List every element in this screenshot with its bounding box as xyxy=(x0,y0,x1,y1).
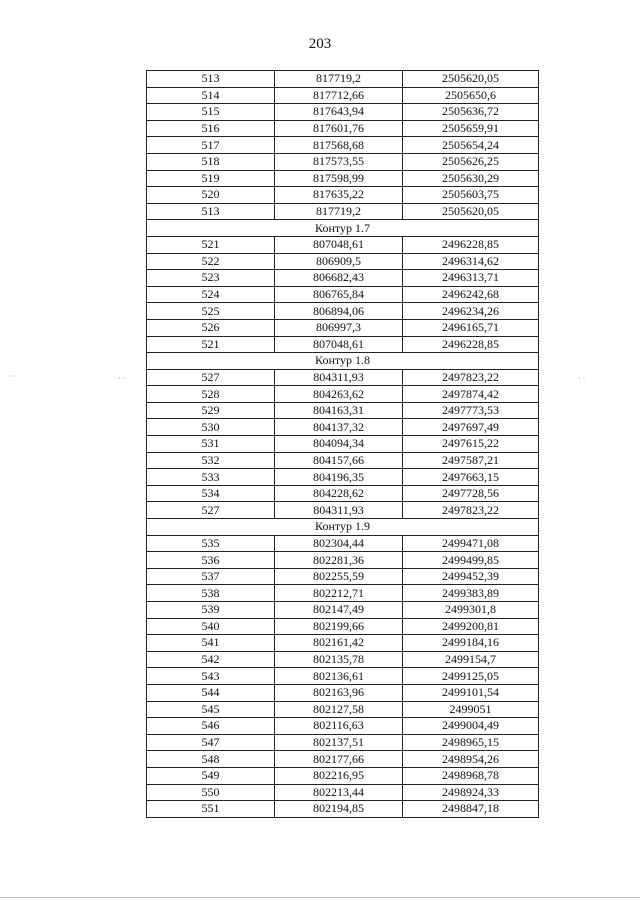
x-coordinate-cell: 802194,85 xyxy=(275,801,403,818)
y-coordinate-cell: 2499154,7 xyxy=(403,651,539,668)
table-row xyxy=(147,801,539,818)
table-row xyxy=(147,436,539,453)
x-coordinate-cell: 802281,36 xyxy=(275,552,403,569)
x-coordinate-cell: 817601,76 xyxy=(275,120,403,137)
section-title: Контур 1.7 xyxy=(147,220,539,237)
x-coordinate-cell: 817598,99 xyxy=(275,170,403,187)
y-coordinate-cell: 2496242,68 xyxy=(403,286,539,303)
page-number: 203 xyxy=(308,36,332,52)
point-number-cell: 520 xyxy=(147,187,275,204)
scan-artifact-left-inner: · · xyxy=(118,374,126,383)
x-coordinate-cell: 817573,55 xyxy=(275,153,403,170)
point-number-cell: 531 xyxy=(147,436,275,453)
y-coordinate-cell: 2499383,89 xyxy=(403,585,539,602)
point-number-cell: 529 xyxy=(147,402,275,419)
x-coordinate-cell: 806682,43 xyxy=(275,270,403,287)
point-number-cell: 533 xyxy=(147,469,275,486)
x-coordinate-cell: 817719,2 xyxy=(275,71,403,88)
y-coordinate-cell: 2505650,6 xyxy=(403,87,539,104)
table-row xyxy=(147,684,539,701)
table-row xyxy=(147,701,539,718)
table-row xyxy=(147,485,539,502)
point-number-cell: 544 xyxy=(147,684,275,701)
x-coordinate-cell: 802135,78 xyxy=(275,651,403,668)
x-coordinate-cell: 806894,06 xyxy=(275,303,403,320)
table-row xyxy=(147,618,539,635)
table-row xyxy=(147,120,539,137)
table-row xyxy=(147,568,539,585)
point-number-cell: 528 xyxy=(147,386,275,403)
table-row xyxy=(147,668,539,685)
table-row xyxy=(147,71,539,88)
y-coordinate-cell: 2499125,05 xyxy=(403,668,539,685)
point-number-cell: 540 xyxy=(147,618,275,635)
table-row xyxy=(147,751,539,768)
y-coordinate-cell: 2497874,42 xyxy=(403,386,539,403)
x-coordinate-cell: 802116,63 xyxy=(275,718,403,735)
point-number-cell: 513 xyxy=(147,203,275,220)
table-row xyxy=(147,651,539,668)
y-coordinate-cell: 2497697,49 xyxy=(403,419,539,436)
point-number-cell: 545 xyxy=(147,701,275,718)
x-coordinate-cell: 802127,58 xyxy=(275,701,403,718)
x-coordinate-cell: 802177,66 xyxy=(275,751,403,768)
x-coordinate-cell: 804137,32 xyxy=(275,419,403,436)
point-number-cell: 521 xyxy=(147,236,275,253)
table-row xyxy=(147,419,539,436)
y-coordinate-cell: 2498968,78 xyxy=(403,767,539,784)
point-number-cell: 535 xyxy=(147,535,275,552)
scan-artifact-right: · · xyxy=(578,374,586,383)
table-row xyxy=(147,153,539,170)
y-coordinate-cell: 2499452,39 xyxy=(403,568,539,585)
point-number-cell: 538 xyxy=(147,585,275,602)
y-coordinate-cell: 2499004,49 xyxy=(403,718,539,735)
scan-artifact-left: · · xyxy=(8,372,16,381)
table-row xyxy=(147,535,539,552)
table-row xyxy=(147,635,539,652)
y-coordinate-cell: 2505630,29 xyxy=(403,170,539,187)
y-coordinate-cell: 2497823,22 xyxy=(403,502,539,519)
table-row xyxy=(147,369,539,386)
section-header-row xyxy=(147,519,539,536)
x-coordinate-cell: 806765,84 xyxy=(275,286,403,303)
point-number-cell: 547 xyxy=(147,734,275,751)
y-coordinate-cell: 2505659,91 xyxy=(403,120,539,137)
point-number-cell: 527 xyxy=(147,369,275,386)
point-number-cell: 550 xyxy=(147,784,275,801)
table-row xyxy=(147,303,539,320)
y-coordinate-cell: 2499184,16 xyxy=(403,635,539,652)
y-coordinate-cell: 2497663,15 xyxy=(403,469,539,486)
point-number-cell: 522 xyxy=(147,253,275,270)
table-row xyxy=(147,87,539,104)
point-number-cell: 542 xyxy=(147,651,275,668)
x-coordinate-cell: 802304,44 xyxy=(275,535,403,552)
y-coordinate-cell: 2496165,71 xyxy=(403,319,539,336)
point-number-cell: 546 xyxy=(147,718,275,735)
table-row xyxy=(147,552,539,569)
x-coordinate-cell: 806997,3 xyxy=(275,319,403,336)
point-number-cell: 539 xyxy=(147,602,275,619)
y-coordinate-cell: 2505626,25 xyxy=(403,153,539,170)
y-coordinate-cell: 2496313,71 xyxy=(403,270,539,287)
table-row xyxy=(147,137,539,154)
x-coordinate-cell: 802163,96 xyxy=(275,684,403,701)
point-number-cell: 518 xyxy=(147,153,275,170)
x-coordinate-cell: 802147,49 xyxy=(275,602,403,619)
x-coordinate-cell: 804196,35 xyxy=(275,469,403,486)
x-coordinate-cell: 804311,93 xyxy=(275,502,403,519)
y-coordinate-cell: 2505636,72 xyxy=(403,104,539,121)
point-number-cell: 523 xyxy=(147,270,275,287)
table-row xyxy=(147,452,539,469)
x-coordinate-cell: 804157,66 xyxy=(275,452,403,469)
y-coordinate-cell: 2505620,05 xyxy=(403,71,539,88)
y-coordinate-cell: 2498847,18 xyxy=(403,801,539,818)
table-row xyxy=(147,402,539,419)
point-number-cell: 532 xyxy=(147,452,275,469)
table-row xyxy=(147,253,539,270)
point-number-cell: 543 xyxy=(147,668,275,685)
x-coordinate-cell: 817719,2 xyxy=(275,203,403,220)
page-bottom-edge xyxy=(0,897,640,898)
table-row xyxy=(147,585,539,602)
y-coordinate-cell: 2497728,56 xyxy=(403,485,539,502)
x-coordinate-cell: 807048,61 xyxy=(275,236,403,253)
y-coordinate-cell: 2498965,15 xyxy=(403,734,539,751)
y-coordinate-cell: 2505603,75 xyxy=(403,187,539,204)
y-coordinate-cell: 2499471,08 xyxy=(403,535,539,552)
x-coordinate-cell: 817635,22 xyxy=(275,187,403,204)
x-coordinate-cell: 802216,95 xyxy=(275,767,403,784)
point-number-cell: 548 xyxy=(147,751,275,768)
point-number-cell: 519 xyxy=(147,170,275,187)
x-coordinate-cell: 817643,94 xyxy=(275,104,403,121)
x-coordinate-cell: 804163,31 xyxy=(275,402,403,419)
point-number-cell: 541 xyxy=(147,635,275,652)
point-number-cell: 549 xyxy=(147,767,275,784)
table-row xyxy=(147,104,539,121)
y-coordinate-cell: 2499301,8 xyxy=(403,602,539,619)
x-coordinate-cell: 802212,71 xyxy=(275,585,403,602)
section-header-row xyxy=(147,220,539,237)
table-row xyxy=(147,386,539,403)
point-number-cell: 537 xyxy=(147,568,275,585)
x-coordinate-cell: 802136,61 xyxy=(275,668,403,685)
y-coordinate-cell: 2505654,24 xyxy=(403,137,539,154)
x-coordinate-cell: 804311,93 xyxy=(275,369,403,386)
table-row xyxy=(147,502,539,519)
x-coordinate-cell: 806909,5 xyxy=(275,253,403,270)
y-coordinate-cell: 2497615,22 xyxy=(403,436,539,453)
table-row xyxy=(147,187,539,204)
point-number-cell: 516 xyxy=(147,120,275,137)
table-row xyxy=(147,602,539,619)
section-header-row xyxy=(147,353,539,370)
table-row xyxy=(147,236,539,253)
point-number-cell: 524 xyxy=(147,286,275,303)
x-coordinate-cell: 804263,62 xyxy=(275,386,403,403)
section-title: Контур 1.9 xyxy=(147,519,539,536)
x-coordinate-cell: 802199,66 xyxy=(275,618,403,635)
y-coordinate-cell: 2499499,85 xyxy=(403,552,539,569)
x-coordinate-cell: 807048,61 xyxy=(275,336,403,353)
y-coordinate-cell: 2498954,26 xyxy=(403,751,539,768)
point-number-cell: 521 xyxy=(147,336,275,353)
point-number-cell: 536 xyxy=(147,552,275,569)
y-coordinate-cell: 2496228,85 xyxy=(403,236,539,253)
y-coordinate-cell: 2497587,21 xyxy=(403,452,539,469)
y-coordinate-cell: 2498924,33 xyxy=(403,784,539,801)
x-coordinate-cell: 802255,59 xyxy=(275,568,403,585)
point-number-cell: 526 xyxy=(147,319,275,336)
table-row xyxy=(147,718,539,735)
point-number-cell: 515 xyxy=(147,104,275,121)
point-number-cell: 513 xyxy=(147,71,275,88)
x-coordinate-cell: 802213,44 xyxy=(275,784,403,801)
table-row xyxy=(147,170,539,187)
point-number-cell: 517 xyxy=(147,137,275,154)
point-number-cell: 525 xyxy=(147,303,275,320)
table-row xyxy=(147,469,539,486)
table-row xyxy=(147,734,539,751)
x-coordinate-cell: 817712,66 xyxy=(275,87,403,104)
y-coordinate-cell: 2496314,62 xyxy=(403,253,539,270)
point-number-cell: 551 xyxy=(147,801,275,818)
table-row xyxy=(147,270,539,287)
section-title: Контур 1.8 xyxy=(147,353,539,370)
x-coordinate-cell: 817568,68 xyxy=(275,137,403,154)
x-coordinate-cell: 802137,51 xyxy=(275,734,403,751)
table-row xyxy=(147,286,539,303)
point-number-cell: 514 xyxy=(147,87,275,104)
y-coordinate-cell: 2496228,85 xyxy=(403,336,539,353)
x-coordinate-cell: 802161,42 xyxy=(275,635,403,652)
table-row xyxy=(147,784,539,801)
y-coordinate-cell: 2505620,05 xyxy=(403,203,539,220)
coordinates-table xyxy=(146,70,539,818)
y-coordinate-cell: 2499200,81 xyxy=(403,618,539,635)
y-coordinate-cell: 2496234,26 xyxy=(403,303,539,320)
y-coordinate-cell: 2497773,53 xyxy=(403,402,539,419)
x-coordinate-cell: 804094,34 xyxy=(275,436,403,453)
table-row xyxy=(147,336,539,353)
coordinates-table-body xyxy=(147,71,539,818)
point-number-cell: 530 xyxy=(147,419,275,436)
table-row xyxy=(147,203,539,220)
x-coordinate-cell: 804228,62 xyxy=(275,485,403,502)
point-number-cell: 534 xyxy=(147,485,275,502)
point-number-cell: 527 xyxy=(147,502,275,519)
table-row xyxy=(147,767,539,784)
y-coordinate-cell: 2499051 xyxy=(403,701,539,718)
y-coordinate-cell: 2499101,54 xyxy=(403,684,539,701)
y-coordinate-cell: 2497823,22 xyxy=(403,369,539,386)
table-row xyxy=(147,319,539,336)
